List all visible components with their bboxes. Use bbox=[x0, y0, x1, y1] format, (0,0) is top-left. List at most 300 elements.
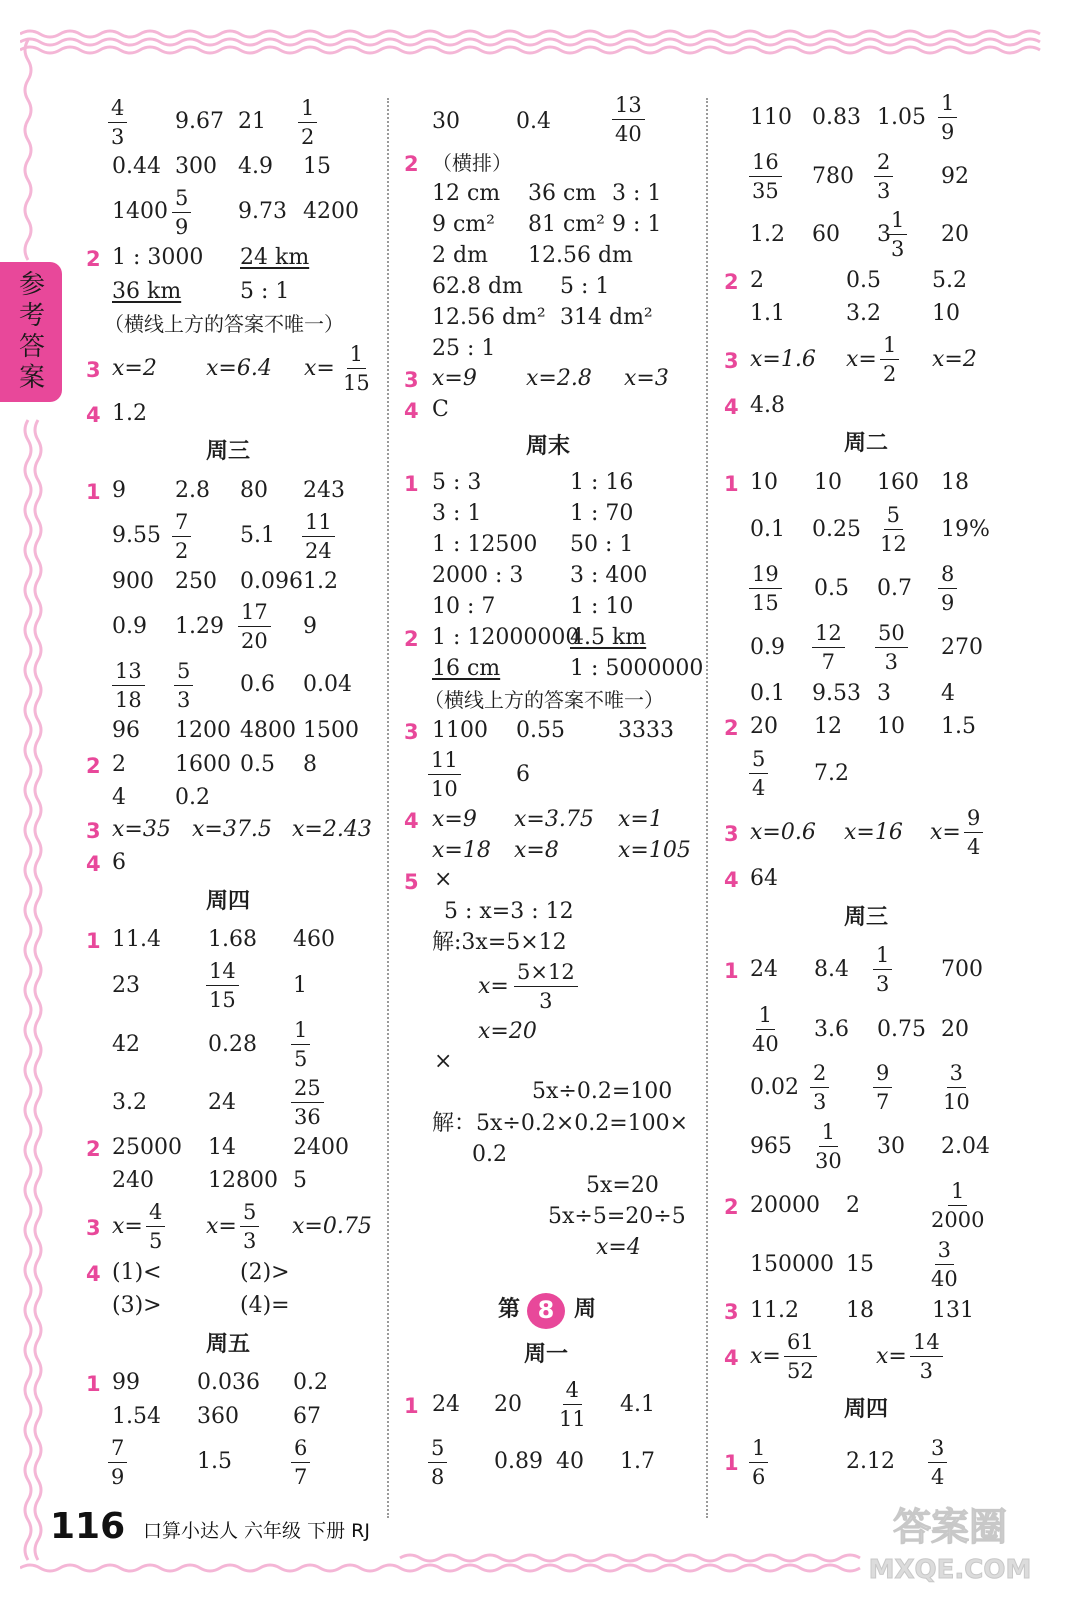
equation-step: 5 : x=3 : 12 bbox=[444, 899, 574, 924]
answer-value: 80 bbox=[240, 478, 268, 503]
question-number: 4 bbox=[724, 395, 739, 419]
answer-value: 1200 bbox=[175, 718, 231, 743]
answer-value: 21 bbox=[238, 109, 266, 134]
answer-value: C bbox=[432, 397, 449, 422]
fraction: $\frac{4}{3}$ bbox=[108, 96, 127, 149]
equation-step: x=4 bbox=[596, 1235, 641, 1260]
answer-value: 1 : 3000 bbox=[112, 245, 204, 270]
question-number: 2 bbox=[86, 1137, 101, 1161]
equation-answer: x=18 bbox=[432, 838, 491, 863]
fraction: $\frac{14}{3}$ bbox=[910, 1330, 943, 1383]
week-label-suffix: 周 bbox=[574, 1297, 597, 1322]
ratio-answer: 2000 : 3 bbox=[432, 563, 524, 588]
equation-step: 0.2 bbox=[472, 1142, 507, 1167]
answer-value: 11.4 bbox=[112, 927, 161, 952]
answer-value: 4.8 bbox=[750, 393, 785, 418]
answer-value: 14 bbox=[208, 1135, 236, 1160]
answer-value: 4200 bbox=[303, 199, 359, 224]
answer-value: 9 cm² bbox=[432, 212, 495, 237]
answer-value: 1500 bbox=[303, 718, 359, 743]
answer-value: 3 : 1 bbox=[612, 181, 662, 206]
fraction: $\frac{1}{5}$ bbox=[291, 1018, 310, 1071]
equation-step: 解:3x=5×12 bbox=[432, 930, 567, 955]
book-title: 口算小达人 六年级 下册 RJ bbox=[143, 1520, 370, 1542]
answer-value: 6 bbox=[516, 762, 530, 787]
question-number: 1 bbox=[404, 472, 419, 496]
question-number: 5 bbox=[404, 870, 419, 894]
answer-value: 0.6 bbox=[240, 672, 275, 697]
ratio-answer: 5 : 3 bbox=[432, 470, 482, 495]
svg-text:MXQE.COM: MXQE.COM bbox=[868, 1555, 1032, 1585]
answer-value: 8 bbox=[303, 752, 317, 777]
answer-value: 4.5 km bbox=[570, 625, 647, 650]
answer-value: 0.44 bbox=[112, 154, 161, 179]
day-heading: 周末 bbox=[526, 434, 571, 459]
fraction: $\frac{8}{9}$ bbox=[938, 562, 957, 615]
week-label-prefix: 第 bbox=[498, 1297, 521, 1322]
answer-value: 9 bbox=[112, 478, 126, 503]
answer-value: 5 : 1 bbox=[240, 279, 290, 304]
answer-value: 2 bbox=[846, 1193, 860, 1218]
answer-value: 99 bbox=[112, 1370, 140, 1395]
answer-value: 2 bbox=[750, 268, 764, 293]
comparison-answer: (4)= bbox=[240, 1293, 290, 1318]
answer-value: 20 bbox=[941, 1017, 969, 1042]
question-number: 3 bbox=[724, 1300, 739, 1324]
mixed-number-whole: 3 bbox=[877, 222, 891, 247]
equation-step: 5x=20 bbox=[586, 1173, 659, 1198]
answer-value: 12800 bbox=[208, 1168, 278, 1193]
day-heading: 周四 bbox=[844, 1397, 889, 1422]
answer-value: 9 : 1 bbox=[612, 212, 662, 237]
equation-step: x= bbox=[478, 974, 509, 999]
wrong-mark: × bbox=[434, 1049, 453, 1074]
answer-value: 40 bbox=[556, 1449, 584, 1474]
answer-value: 12 bbox=[814, 714, 842, 739]
answer-value: 24 bbox=[432, 1392, 460, 1417]
answer-value: 0.5 bbox=[814, 576, 849, 601]
answer-value: 20 bbox=[494, 1392, 522, 1417]
answer-value: 3.2 bbox=[112, 1090, 147, 1115]
fraction: $\frac{5}{4}$ bbox=[749, 747, 768, 800]
answer-value: 1600 bbox=[175, 752, 231, 777]
fraction: $\frac{1}{30}$ bbox=[815, 1120, 842, 1173]
fraction: $\frac{3}{10}$ bbox=[943, 1061, 970, 1114]
question-number: 2 bbox=[404, 627, 419, 651]
question-number: 4 bbox=[86, 1262, 101, 1286]
answer-value: 1400 bbox=[112, 199, 168, 224]
answer-value: 300 bbox=[175, 154, 217, 179]
question-number: 3 bbox=[724, 349, 739, 373]
equation-answer: x= bbox=[750, 1344, 781, 1369]
comparison-answer: (1)< bbox=[112, 1260, 162, 1285]
answer-value: 9 bbox=[303, 614, 317, 639]
answer-value: 3333 bbox=[618, 718, 674, 743]
question-number: 4 bbox=[404, 809, 419, 833]
answer-value: 10 bbox=[877, 714, 905, 739]
page-number: 116 bbox=[50, 1506, 126, 1547]
comparison-answer: (2)> bbox=[240, 1260, 290, 1285]
answer-value: 10 bbox=[814, 470, 842, 495]
fraction: $\frac{5\times 12}{3}$ bbox=[514, 960, 578, 1013]
wrong-mark: × bbox=[434, 867, 453, 892]
question-number: 4 bbox=[404, 399, 419, 423]
answer-value: 1.68 bbox=[208, 927, 257, 952]
fraction: $\frac{5}{9}$ bbox=[172, 186, 191, 239]
column-divider-2 bbox=[706, 98, 708, 1518]
fraction: $\frac{9}{7}$ bbox=[873, 1061, 892, 1114]
answer-value: 15 bbox=[303, 154, 331, 179]
equation-answer: x= bbox=[304, 356, 335, 381]
fraction: $\frac{6}{7}$ bbox=[291, 1436, 310, 1489]
fraction: $\frac{5}{12}$ bbox=[880, 503, 907, 556]
answer-value: 12.56 dm bbox=[528, 243, 633, 268]
answer-value: 0.2 bbox=[293, 1370, 328, 1395]
question-number: 2 bbox=[86, 247, 101, 271]
answer-value: 965 bbox=[750, 1134, 792, 1159]
fraction: $\frac{1}{6}$ bbox=[749, 1436, 768, 1489]
answer-value: 62.8 dm bbox=[432, 274, 523, 299]
side-tab-label: 参考答案 bbox=[18, 270, 45, 393]
fraction: $\frac{1}{9}$ bbox=[938, 91, 957, 144]
answer-value: 110 bbox=[750, 105, 792, 130]
answer-value: 150000 bbox=[750, 1252, 834, 1277]
ratio-answer: 3 : 1 bbox=[432, 501, 482, 526]
equation-answer: x=37.5 bbox=[192, 817, 272, 842]
week-number: 8 bbox=[537, 1296, 555, 1324]
equation-answer: x=6.4 bbox=[206, 356, 272, 381]
answer-value: 9.67 bbox=[175, 109, 224, 134]
answer-value: 0.04 bbox=[303, 672, 352, 697]
ratio-answer: 1 : 16 bbox=[570, 470, 634, 495]
answer-value: 16 cm bbox=[432, 656, 501, 681]
answer-value: 700 bbox=[941, 957, 983, 982]
answer-value: 25 : 1 bbox=[432, 336, 496, 361]
day-heading: 周三 bbox=[844, 905, 889, 930]
answer-value: 2.04 bbox=[941, 1134, 990, 1159]
fraction: $\frac{7}{9}$ bbox=[108, 1436, 127, 1489]
fraction: $\frac{1}{3}$ bbox=[873, 943, 892, 996]
answer-value: 12 cm bbox=[432, 181, 501, 206]
answer-value: 0.4 bbox=[516, 109, 551, 134]
equation-answer: x=9 bbox=[432, 366, 477, 391]
ratio-answer: 50 : 1 bbox=[570, 532, 634, 557]
question-number: 1 bbox=[724, 959, 739, 983]
answer-value: 9.55 bbox=[112, 523, 161, 548]
ratio-answer: 1 : 70 bbox=[570, 501, 634, 526]
question-number: 1 bbox=[86, 929, 101, 953]
fraction: $\frac{11}{24}$ bbox=[302, 510, 335, 563]
equation-answer: x= bbox=[930, 820, 961, 845]
answer-value: 2400 bbox=[293, 1135, 349, 1160]
equation-answer: x= bbox=[876, 1344, 907, 1369]
answer-value: 0.02 bbox=[750, 1075, 799, 1100]
answer-value: 2.12 bbox=[846, 1449, 895, 1474]
answer-value: 2 bbox=[112, 752, 126, 777]
answer-value: 1.2 bbox=[750, 222, 785, 247]
equation-answer: x= bbox=[206, 1214, 237, 1239]
day-heading: 周二 bbox=[844, 431, 889, 456]
answer-value: 5 bbox=[293, 1168, 307, 1193]
answer-note: （横线上方的答案不唯一） bbox=[424, 688, 664, 712]
answer-value: 10 bbox=[750, 470, 778, 495]
answer-value: 270 bbox=[941, 635, 983, 660]
equation-answer: x=2 bbox=[112, 356, 157, 381]
answer-value: 1.05 bbox=[877, 105, 926, 130]
top-wave-border bbox=[20, 24, 1050, 58]
fraction: $\frac{11}{10}$ bbox=[428, 748, 461, 801]
answer-value: 19% bbox=[941, 517, 990, 542]
answer-value: 96 bbox=[112, 718, 140, 743]
fraction: $\frac{19}{15}$ bbox=[749, 562, 782, 615]
answer-value: 160 bbox=[877, 470, 919, 495]
answer-value: 0.1 bbox=[750, 517, 785, 542]
answer-value: 1.29 bbox=[175, 614, 224, 639]
ratio-answer: 1 : 5000000 bbox=[570, 656, 704, 681]
answer-value: 9.73 bbox=[238, 199, 287, 224]
answer-value: 4 bbox=[941, 681, 955, 706]
answer-value: 64 bbox=[750, 866, 778, 891]
fraction: $\frac{4}{5}$ bbox=[146, 1200, 165, 1253]
answer-value: 92 bbox=[941, 164, 969, 189]
answer-value: 36 cm bbox=[528, 181, 597, 206]
answer-value: 250 bbox=[175, 569, 217, 594]
fraction: $\frac{12}{7}$ bbox=[812, 621, 845, 674]
question-number: 3 bbox=[86, 819, 101, 843]
answer-value: 0.5 bbox=[240, 752, 275, 777]
day-heading: 周一 bbox=[524, 1342, 569, 1367]
answer-value: 0.75 bbox=[877, 1017, 926, 1042]
svg-text:答案圈: 答案圈 bbox=[892, 1505, 1008, 1549]
answer-value: 0.5 bbox=[846, 268, 881, 293]
equation-answer: x=3.75 bbox=[514, 807, 594, 832]
fraction: $\frac{17}{20}$ bbox=[238, 600, 271, 653]
question-number: 4 bbox=[86, 852, 101, 876]
answer-value: 24 km bbox=[240, 245, 310, 270]
answer-value: 20000 bbox=[750, 1193, 820, 1218]
fraction: $\frac{5}{3}$ bbox=[240, 1200, 259, 1253]
question-number: 2 bbox=[724, 270, 739, 294]
ratio-answer: 1 : 10 bbox=[570, 594, 634, 619]
fraction: $\frac{4}{11}$ bbox=[559, 1378, 586, 1431]
fraction: $\frac{1}{2}$ bbox=[880, 333, 899, 386]
answer-value: 0.1 bbox=[750, 681, 785, 706]
answer-value: 1 bbox=[293, 973, 307, 998]
equation-answer: x=2 bbox=[932, 347, 977, 372]
answer-value: 0.28 bbox=[208, 1032, 257, 1057]
question-number: 2 bbox=[724, 1195, 739, 1219]
answer-value: 0.7 bbox=[877, 576, 912, 601]
equation-step: x=20 bbox=[478, 1019, 537, 1044]
answer-value: 0.096 bbox=[240, 569, 303, 594]
fraction: $\frac{1}{40}$ bbox=[752, 1003, 779, 1056]
answer-value: 81 cm² bbox=[528, 212, 605, 237]
equation-answer: x=105 bbox=[618, 838, 691, 863]
question-number: 2 bbox=[724, 716, 739, 740]
fraction: $\frac{3}{40}$ bbox=[931, 1238, 958, 1291]
answer-value: 5 : 1 bbox=[560, 274, 610, 299]
answer-value: 12.56 dm² bbox=[432, 305, 546, 330]
answer-value: 24 bbox=[750, 957, 778, 982]
answer-value: 900 bbox=[112, 569, 154, 594]
equation-answer: x=35 bbox=[112, 817, 171, 842]
equation-answer: x= bbox=[846, 347, 877, 372]
question-number: 3 bbox=[724, 822, 739, 846]
equation-answer: x=1.6 bbox=[750, 347, 816, 372]
answer-value: 0.25 bbox=[812, 517, 861, 542]
fraction: $\frac{50}{3}$ bbox=[875, 621, 908, 674]
answer-value: 10 bbox=[932, 301, 960, 326]
answer-value: 4 bbox=[112, 785, 126, 810]
question-number: 2 bbox=[86, 754, 101, 778]
equation-answer: x=0.6 bbox=[750, 820, 816, 845]
equation-answer: x=8 bbox=[514, 838, 559, 863]
answer-value: 780 bbox=[812, 164, 854, 189]
question-number: 2 bbox=[404, 152, 419, 176]
equation-answer: x=1 bbox=[618, 807, 663, 832]
answer-value: 2 dm bbox=[432, 243, 488, 268]
answer-value: 8.4 bbox=[814, 957, 849, 982]
answer-value: 1.1 bbox=[750, 301, 785, 326]
question-number: 1 bbox=[86, 1372, 101, 1396]
equation-answer: x=2.8 bbox=[526, 366, 592, 391]
question-number: 1 bbox=[724, 472, 739, 496]
answer-value: 1.2 bbox=[112, 401, 147, 426]
answer-value: 4.1 bbox=[620, 1392, 655, 1417]
answer-value: 131 bbox=[932, 1298, 974, 1323]
fraction: $\frac{13}{18}$ bbox=[112, 659, 145, 712]
fraction: $\frac{25}{36}$ bbox=[291, 1076, 324, 1129]
answer-value: 1.5 bbox=[197, 1449, 232, 1474]
answer-value: 1.2 bbox=[303, 569, 338, 594]
answer-value: 4.9 bbox=[238, 154, 273, 179]
answer-value: 0.036 bbox=[197, 1370, 260, 1395]
question-number: 4 bbox=[86, 403, 101, 427]
equation-answer: x=16 bbox=[844, 820, 903, 845]
fraction: $\frac{9}{4}$ bbox=[964, 806, 983, 859]
equation-answer: x=2.43 bbox=[292, 817, 372, 842]
answer-value: 5.2 bbox=[932, 268, 967, 293]
fraction: $\frac{2}{3}$ bbox=[874, 150, 893, 203]
answer-value: 11.2 bbox=[750, 1298, 799, 1323]
answer-value: 9.53 bbox=[812, 681, 861, 706]
answer-value: 3.2 bbox=[846, 301, 881, 326]
answer-value: 25000 bbox=[112, 1135, 182, 1160]
day-heading: 周五 bbox=[206, 1332, 251, 1357]
fraction: $\frac{7}{2}$ bbox=[172, 510, 191, 563]
answer-value: 67 bbox=[293, 1404, 321, 1429]
answer-value: 0.55 bbox=[516, 718, 565, 743]
answer-value: 3.6 bbox=[814, 1017, 849, 1042]
question-number: 3 bbox=[86, 358, 101, 382]
fraction: $\frac{1}{15}$ bbox=[343, 342, 370, 395]
answer-value: 18 bbox=[846, 1298, 874, 1323]
answer-value: 30 bbox=[432, 109, 460, 134]
answer-note: （横排） bbox=[432, 151, 512, 175]
fraction: $\frac{13}{40}$ bbox=[612, 93, 645, 146]
answer-value: 20 bbox=[750, 714, 778, 739]
fraction: $\frac{14}{15}$ bbox=[206, 959, 239, 1012]
equation-step: 5x÷0.2=100 bbox=[532, 1079, 673, 1104]
fraction: $\frac{1}{2000}$ bbox=[931, 1179, 985, 1232]
answer-value: 0.2 bbox=[175, 785, 210, 810]
equation-answer: x=0.75 bbox=[292, 1214, 372, 1239]
answer-value: 15 bbox=[846, 1252, 874, 1277]
question-number: 3 bbox=[404, 368, 419, 392]
question-number: 1 bbox=[724, 1451, 739, 1475]
question-number: 3 bbox=[86, 1216, 101, 1240]
question-number: 1 bbox=[86, 480, 101, 504]
fraction: $\frac{61}{52}$ bbox=[784, 1330, 817, 1383]
answer-value: 0.83 bbox=[812, 105, 861, 130]
equation-step: 解：5x÷0.2×0.2=100× bbox=[432, 1111, 689, 1136]
answer-value: 0.9 bbox=[112, 614, 147, 639]
equation-step: 5x÷5=20÷5 bbox=[548, 1204, 686, 1229]
answer-value: 18 bbox=[941, 470, 969, 495]
site-watermark-logo bbox=[850, 1498, 1050, 1588]
answer-value: 314 dm² bbox=[560, 305, 653, 330]
fraction: $\frac{1}{3}$ bbox=[888, 208, 907, 261]
fraction: $\frac{3}{4}$ bbox=[928, 1436, 947, 1489]
fraction: $\frac{1}{2}$ bbox=[298, 96, 317, 149]
answer-value: 36 km bbox=[112, 279, 182, 304]
answer-value: 1.54 bbox=[112, 1404, 161, 1429]
fraction: $\frac{16}{35}$ bbox=[749, 150, 782, 203]
answer-value: 1100 bbox=[432, 718, 488, 743]
equation-answer: x=3 bbox=[624, 366, 669, 391]
comparison-answer: (3)> bbox=[112, 1293, 162, 1318]
ratio-answer: 1 : 12000000 bbox=[432, 625, 580, 650]
answer-value: 60 bbox=[812, 222, 840, 247]
fraction: $\frac{5}{8}$ bbox=[428, 1436, 447, 1489]
ratio-answer: 1 : 12500 bbox=[432, 532, 538, 557]
answer-value: 5.1 bbox=[240, 523, 275, 548]
answer-value: 42 bbox=[112, 1032, 140, 1057]
day-heading: 周四 bbox=[206, 889, 251, 914]
ratio-answer: 10 : 7 bbox=[432, 594, 496, 619]
answer-value: 4800 bbox=[240, 718, 296, 743]
question-number: 1 bbox=[404, 1394, 419, 1418]
fraction: $\frac{2}{3}$ bbox=[810, 1061, 829, 1114]
answer-value: 6 bbox=[112, 850, 126, 875]
question-number: 4 bbox=[724, 1346, 739, 1370]
answer-value: 23 bbox=[112, 973, 140, 998]
answer-value: 7.2 bbox=[814, 761, 849, 786]
equation-answer: x= bbox=[112, 1214, 143, 1239]
day-heading: 周三 bbox=[206, 439, 251, 464]
ratio-answer: 3 : 400 bbox=[570, 563, 648, 588]
answer-value: 2.8 bbox=[175, 478, 210, 503]
fraction: $\frac{5}{3}$ bbox=[174, 659, 193, 712]
answer-value: 20 bbox=[941, 222, 969, 247]
answer-value: 460 bbox=[293, 927, 335, 952]
equation-answer: x=9 bbox=[432, 807, 477, 832]
answer-value: 3 bbox=[877, 681, 891, 706]
answer-value: 240 bbox=[112, 1168, 154, 1193]
answer-note: （横线上方的答案不唯一） bbox=[104, 312, 344, 336]
answer-value: 243 bbox=[303, 478, 345, 503]
answer-value: 360 bbox=[197, 1404, 239, 1429]
answer-value: 1.5 bbox=[941, 714, 976, 739]
column-divider-1 bbox=[387, 98, 389, 1518]
answer-value: 1.7 bbox=[620, 1449, 655, 1474]
answer-value: 0.9 bbox=[750, 635, 785, 660]
answer-value: 24 bbox=[208, 1090, 236, 1115]
answer-value: 30 bbox=[877, 1134, 905, 1159]
question-number: 4 bbox=[724, 868, 739, 892]
question-number: 3 bbox=[404, 720, 419, 744]
answer-value: 0.89 bbox=[494, 1449, 543, 1474]
